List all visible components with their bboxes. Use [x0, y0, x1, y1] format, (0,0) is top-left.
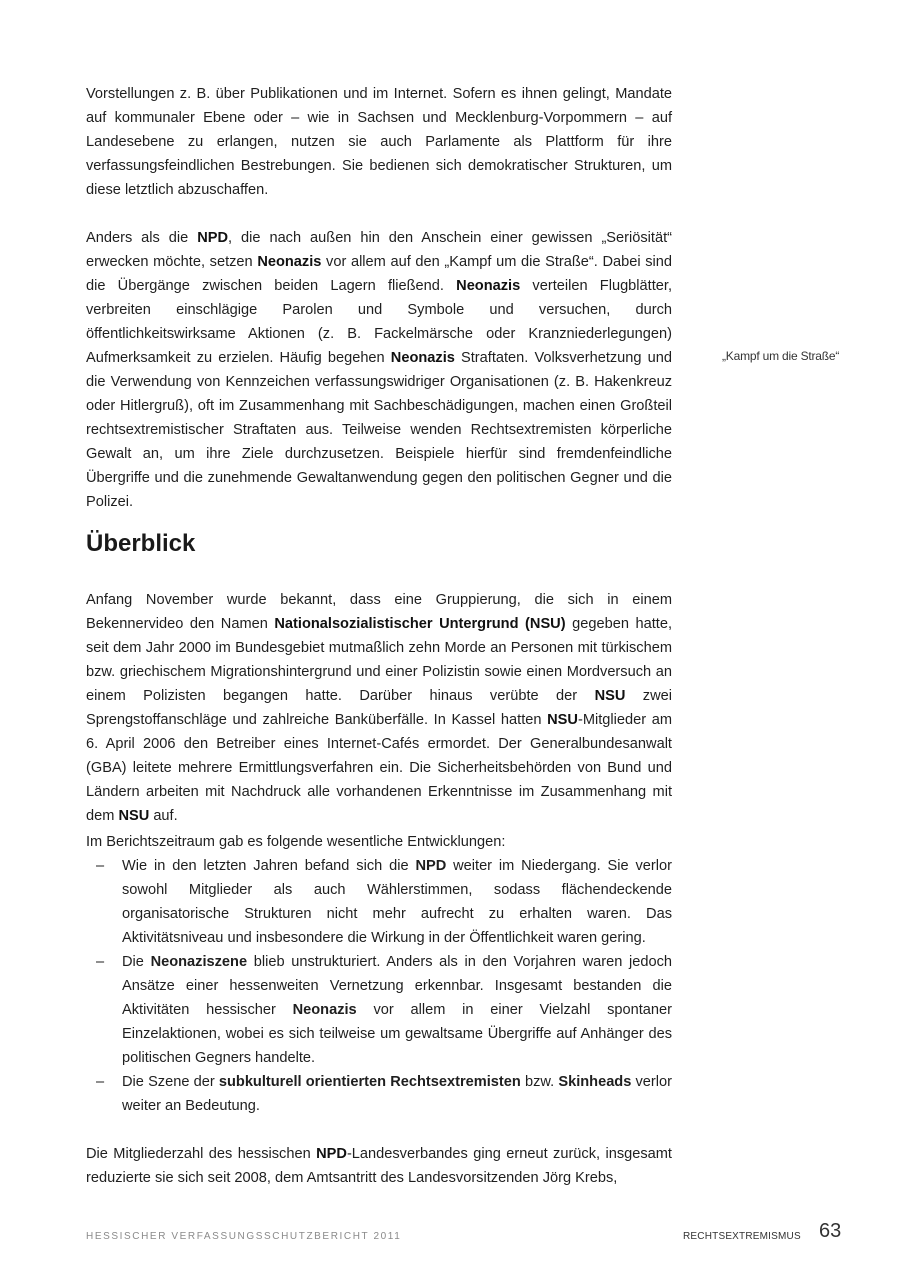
developments-intro: Im Berichtszeitraum gab es folgende wesentliche Entwicklungen:	[86, 834, 506, 850]
bold-term: NPD	[197, 230, 229, 246]
footer-publication-title: HESSISCHER VERFASSUNGSSCHUTZBERICHT 2011	[86, 1231, 402, 1242]
list-item	[86, 950, 672, 1070]
bold-term: NPD	[415, 858, 447, 874]
margin-note: „Kampf um die Straße“	[722, 349, 840, 363]
list-item	[86, 854, 672, 950]
dash-marker: –	[96, 954, 105, 970]
bold-term: Neonazis	[257, 254, 322, 270]
bold-term: NSU	[547, 712, 578, 728]
dash-marker: –	[96, 858, 105, 874]
developments-block	[86, 830, 672, 1118]
footer-chapter-title: RECHTSEXTREMISMUS	[683, 1231, 801, 1242]
bold-term: Neonaziszene	[150, 954, 248, 970]
list-item-text: Die Neonaziszene blieb unstrukturiert. Anders als in den Vorjahren waren jedoch Ansätze einer hessenweiten Vernetzung erkennbar. Insgesamt bestanden die Aktivitäten hessischer Neonazis vor allem in einer Vielzahl spontaner Einzelaktionen, wobei es sich teilweise um gewaltsame Übergriffe auf Anhänger des politischen Gegners handelte.	[122, 954, 672, 1066]
bold-term: NSU	[118, 808, 150, 824]
bold-term: Nationalsozialistischer Untergrund (NSU)	[274, 616, 566, 632]
bold-term: subkulturell orientierten Rechtsextremisten	[218, 1074, 521, 1090]
developments-list	[86, 854, 672, 1118]
paragraph-nsu: Anfang November wurde bekannt, dass eine Gruppierung, die sich in einem Bekennervideo den Namen Nationalsozialistischer Untergrund (NSU) gegeben hatte, seit dem Jahr 2000 im Bundesgebiet mutmaßlich zehn Morde an Personen mit türkischem bzw. griechischem Migrationshintergrund und einer Polizistin sowie einen Mordversuch an einem Polizisten begangen hatte. Darüber hinaus verübte der NSU zwei Sprengstoffanschläge und zahlreiche Banküberfälle. In Kassel hatten NSU-Mitglieder am 6. April 2006 den Betreiber eines Internet-Cafés ermordet. Der Generalbundesanwalt (GBA) leitete mehrere Ermittlungsverfahren ein. Die Sicherheitsbehörden von Bund und Ländern arbeiten mit Nachdruck alle vorhandenen Erkenntnisse im Zusammenhang mit dem NSU auf.	[86, 592, 672, 824]
list-item-text: Wie in den letzten Jahren befand sich die NPD weiter im Niedergang. Sie verlor sowohl Mitglieder als auch Wählerstimmen, sodass flächendeckende organisatorische Strukturen nicht mehr aufrecht zu erhalten waren. Das Aktivitätsniveau und insbesondere die Wirkung in der Öffentlichkeit waren gering.	[122, 858, 672, 946]
bold-term: NPD	[316, 1146, 347, 1162]
paragraph-intro-continued: Vorstellungen z. B. über Publikationen und im Internet. Sofern es ihnen gelingt, Mandate auf kommunaler Ebene oder – wie in Sachsen und Mecklenburg-Vorpommern – auf Landesebene zu erlangen, nutzen sie auch Parlamente als Plattform für ihre verfassungsfeindlichen Bestrebungen. Sie bedienen sich demokratischer Strukturen, um diese letztlich abzuschaffen.	[86, 86, 672, 198]
section-heading-ueberblick: Überblick	[86, 530, 196, 557]
list-item	[86, 1070, 672, 1118]
paragraph-npd-members: Die Mitgliederzahl des hessischen NPD-Landesverbandes ging erneut zurück, insgesamt reduzierte sie sich seit 2008, dem Amtsantritt des Landesvorsitzenden Jörg Krebs,	[86, 1146, 672, 1186]
dash-marker: –	[96, 1074, 105, 1090]
bold-term: Neonazis	[456, 278, 521, 294]
page-number: 63	[819, 1220, 842, 1242]
list-item-text: Die Szene der subkulturell orientierten Rechtsextremisten bzw. Skinheads verlor weiter an Bedeutung.	[122, 1074, 673, 1114]
bold-term: Neonazis	[292, 1002, 357, 1018]
bold-term: Skinheads	[558, 1074, 632, 1090]
bold-term: Neonazis	[390, 350, 455, 366]
bold-term: NSU	[594, 688, 626, 704]
paragraph-neonazis: Anders als die NPD, die nach außen hin den Anschein einer gewissen „Seriösität“ erwecken möchte, setzen Neonazis vor allem auf den „Kampf um die Straße“. Dabei sind die Übergänge zwischen beiden Lagern fließend. Neonazis verteilen Flugblätter, verbreiten einschlägige Parolen und Symbole und versuchen, durch öffentlichkeitswirksame Aktionen (z. B. Fackelmärsche oder Kranzniederlegungen) Aufmerksamkeit zu erzielen. Häufig begehen Neonazis Straftaten. Volksverhetzung und die Verwendung von Kennzeichen verfassungswidriger Organisationen (z. B. Hakenkreuz oder Hitlergruß), oft im Zusammenhang mit Sachbeschädigungen, machen einen Großteil rechtsextremistischer Straftaten aus. Teilweise wenden Rechtsextremisten körperliche Gewalt an, um ihre Ziele durchzusetzen. Beispiele hierfür sind fremdenfeindliche Übergriffe und die zunehmende Gewaltanwendung gegen den politischen Gegner und die Polizei.	[86, 230, 673, 510]
